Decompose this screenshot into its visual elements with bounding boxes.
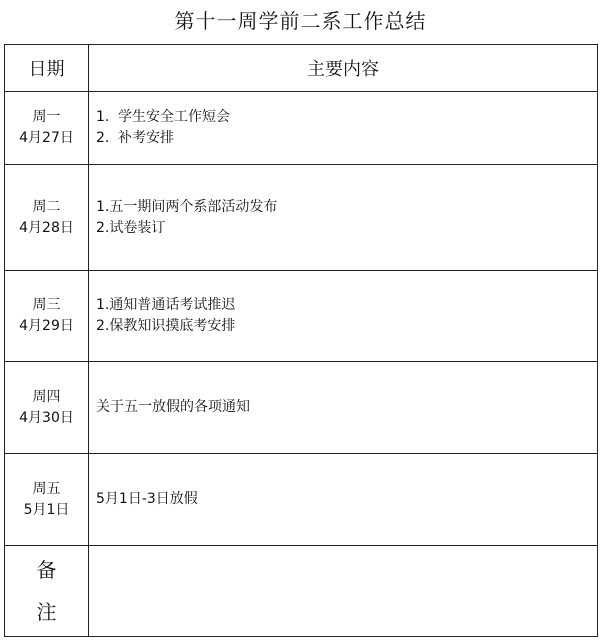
table-row-remarks [5, 546, 598, 637]
weekday-label: 周五 [32, 480, 61, 497]
content-column-header: 主要内容 [89, 45, 598, 92]
content-cell [89, 92, 598, 165]
item-text: 补考安排 [118, 130, 174, 146]
item-number: 1. [96, 297, 110, 313]
remarks-label-char: 注 [36, 600, 57, 624]
remarks-label-cell [5, 546, 89, 637]
date-label: 4月29日 [19, 318, 74, 334]
remarks-content-cell [89, 546, 598, 637]
content-text: 5月1日-3日放假 [96, 491, 198, 507]
item-text: 保教知识摸底考安排 [109, 318, 236, 334]
table-header-row [5, 45, 598, 92]
list-item [96, 197, 597, 218]
item-number: 1. [96, 109, 110, 125]
date-cell [5, 271, 89, 362]
item-text: 通知普通话考试推迟 [109, 297, 236, 313]
content-cell [89, 165, 598, 271]
date-label: 5月1日 [23, 501, 70, 518]
date-column-header: 日期 [5, 45, 89, 92]
list-item [96, 107, 597, 128]
list-item [96, 316, 597, 337]
document-title: 第十一周学前二系工作总结 [174, 9, 427, 33]
weekday-label: 周二 [32, 198, 61, 215]
content-text: 关于五一放假的各项通知 [96, 399, 250, 415]
table-row-monday [5, 92, 598, 165]
item-number: 1. [96, 198, 110, 215]
weekday-label: 周一 [32, 109, 61, 125]
item-text: 试卷装订 [109, 219, 166, 236]
table-row-wednesday [5, 271, 598, 362]
content-cell [89, 454, 598, 546]
content-cell [89, 271, 598, 362]
date-cell [5, 165, 89, 271]
date-label: 4月30日 [19, 409, 74, 426]
list-item [96, 218, 597, 239]
list-item [96, 128, 597, 149]
table-row-tuesday [5, 165, 598, 271]
date-cell [5, 454, 89, 546]
item-number: 2. [96, 130, 110, 146]
date-cell [5, 362, 89, 454]
date-cell [5, 92, 89, 165]
weekly-summary-table [4, 44, 598, 637]
weekday-label: 周四 [32, 388, 61, 405]
list-item [96, 295, 597, 316]
item-number: 2. [96, 318, 110, 334]
table-row-friday [5, 454, 598, 546]
date-label: 4月27日 [19, 130, 74, 146]
date-label: 4月28日 [19, 219, 74, 236]
content-cell [89, 362, 598, 454]
item-number: 2. [96, 219, 110, 236]
table-row-thursday [5, 362, 598, 454]
item-text: 五一期间两个系部活动发布 [109, 198, 278, 215]
remarks-label-char: 备 [36, 558, 57, 582]
weekday-label: 周三 [32, 297, 61, 313]
item-text: 学生安全工作短会 [118, 109, 230, 125]
